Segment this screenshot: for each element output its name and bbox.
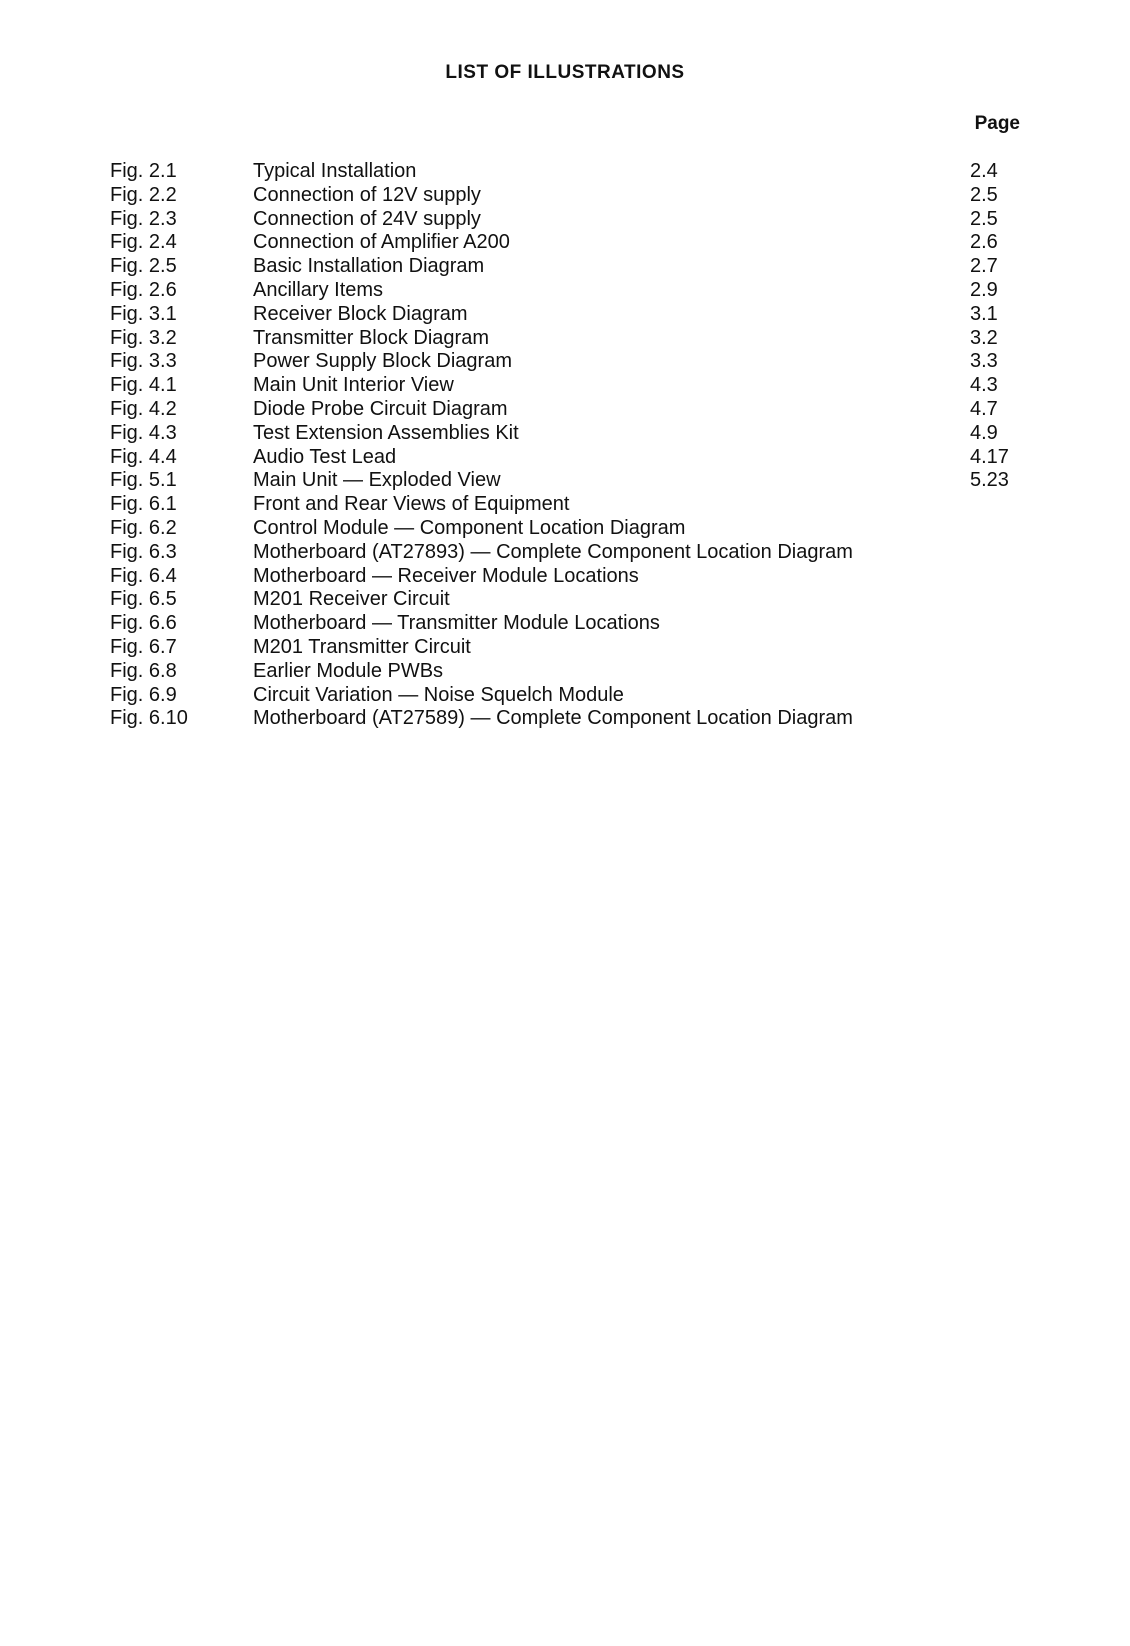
page-number: 2.9 [970, 278, 998, 301]
list-item [110, 588, 1030, 612]
figure-caption: M201 Transmitter Circuit [253, 635, 471, 658]
illustrations-list [110, 160, 1030, 731]
page-number: 4.7 [970, 397, 998, 420]
figure-caption: Motherboard (AT27589) — Complete Component Location Diagram [253, 707, 853, 730]
figure-number: Fig. 4.4 [110, 445, 177, 468]
figure-caption: Typical Installation [253, 160, 417, 182]
figure-caption: Ancillary Items [253, 278, 384, 301]
figure-number: Fig. 6.2 [110, 516, 177, 539]
list-item [110, 660, 1030, 684]
figure-caption: Test Extension Assemblies Kit [253, 421, 519, 444]
list-item [110, 350, 1030, 374]
page-number: 4.9 [970, 421, 998, 444]
figure-number: Fig. 4.2 [110, 397, 177, 420]
figure-number: Fig. 6.9 [110, 683, 177, 706]
figure-number: Fig. 3.2 [110, 326, 177, 349]
list-item [110, 208, 1030, 232]
figure-number: Fig. 3.1 [110, 302, 177, 325]
list-item [110, 493, 1030, 517]
page-number: 2.5 [970, 207, 998, 230]
figure-caption: Basic Installation Diagram [253, 255, 485, 278]
list-item [110, 446, 1030, 470]
figure-caption: Transmitter Block Diagram [253, 326, 489, 349]
figure-number: Fig. 6.3 [110, 540, 177, 563]
figure-number: Fig. 6.5 [110, 588, 177, 611]
figure-caption: Diode Probe Circuit Diagram [253, 397, 508, 420]
figure-number: Fig. 2.1 [110, 160, 177, 182]
figure-caption: Earlier Module PWBs [253, 659, 444, 682]
figure-number: Fig. 6.10 [110, 707, 188, 730]
figure-caption: Control Module — Component Location Diagram [253, 516, 686, 539]
figure-caption: Connection of 24V supply [253, 207, 481, 230]
figure-number: Fig. 4.1 [110, 374, 177, 397]
page-number: 5.23 [970, 469, 1009, 492]
figure-caption: Power Supply Block Diagram [253, 350, 512, 373]
figure-number: Fig. 5.1 [110, 469, 177, 492]
page-number: 2.7 [970, 255, 998, 278]
figure-number: Fig. 6.7 [110, 635, 177, 658]
list-item [110, 541, 1030, 565]
list-item [110, 398, 1030, 422]
list-item [110, 327, 1030, 351]
list-item [110, 279, 1030, 303]
figure-number: Fig. 2.2 [110, 183, 177, 206]
figure-caption: Motherboard (AT27893) — Complete Component Location Diagram [253, 540, 853, 563]
figure-number: Fig. 2.6 [110, 278, 177, 301]
figure-caption: Audio Test Lead [253, 445, 397, 468]
figure-number: Fig. 6.4 [110, 564, 177, 587]
list-item [110, 684, 1030, 708]
figure-caption: Connection of Amplifier A200 [253, 231, 510, 254]
list-item [110, 303, 1030, 327]
figure-caption: Circuit Variation — Noise Squelch Module [253, 683, 624, 706]
figure-number: Fig. 3.3 [110, 350, 177, 373]
page-number: 2.5 [970, 183, 998, 206]
page-number: 3.1 [970, 302, 998, 325]
list-item [110, 255, 1030, 279]
figure-number: Fig. 6.8 [110, 659, 177, 682]
figure-caption: M201 Receiver Circuit [253, 588, 450, 611]
figure-caption: Receiver Block Diagram [253, 302, 468, 325]
page-number: 2.4 [970, 160, 998, 182]
page-title: LIST OF ILLUSTRATIONS [445, 62, 685, 83]
list-item [110, 517, 1030, 541]
page-number: 3.3 [970, 350, 998, 373]
figure-caption: Main Unit — Exploded View [253, 469, 501, 492]
list-item [110, 565, 1030, 589]
figure-number: Fig. 2.4 [110, 231, 177, 254]
list-item [110, 231, 1030, 255]
page-number: 4.3 [970, 374, 998, 397]
list-item [110, 422, 1030, 446]
figure-number: Fig. 4.3 [110, 421, 177, 444]
figure-number: Fig. 2.3 [110, 207, 177, 230]
figure-caption: Motherboard — Transmitter Module Locations [253, 612, 660, 635]
page-number: 2.6 [970, 231, 998, 254]
figure-caption: Main Unit Interior View [253, 374, 454, 397]
figure-number: Fig. 2.5 [110, 255, 177, 278]
list-item [110, 160, 1030, 184]
figure-caption: Front and Rear Views of Equipment [253, 493, 570, 516]
page-column-heading: Page [974, 113, 1020, 134]
list-item [110, 636, 1030, 660]
figure-number: Fig. 6.1 [110, 493, 177, 516]
list-item [110, 612, 1030, 636]
figure-number: Fig. 6.6 [110, 612, 177, 635]
page-number: 3.2 [970, 326, 998, 349]
page-number: 4.17 [970, 445, 1009, 468]
list-item [110, 184, 1030, 208]
figure-caption: Motherboard — Receiver Module Locations [253, 564, 639, 587]
list-item [110, 374, 1030, 398]
list-item [110, 707, 1030, 731]
list-item [110, 469, 1030, 493]
figure-caption: Connection of 12V supply [253, 183, 481, 206]
